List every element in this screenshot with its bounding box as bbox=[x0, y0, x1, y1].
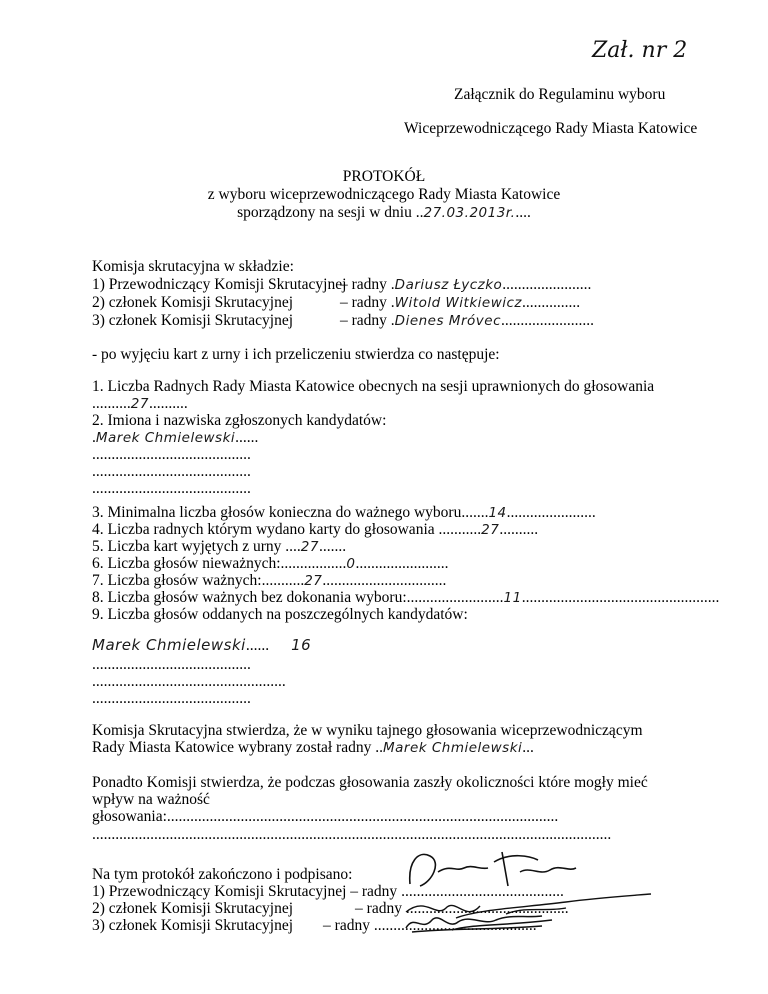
item-8-value: 11 bbox=[503, 590, 522, 606]
item-4-value: 27 bbox=[481, 522, 500, 538]
signature-member-3 bbox=[392, 904, 572, 944]
commission-member-role: 1) Przewodniczący Komisji Skrutacyjnej bbox=[92, 276, 347, 293]
commission-member-role: 3) członek Komisji Skrutacyjnej bbox=[92, 312, 294, 329]
protocol-date-line bbox=[0, 204, 768, 222]
handwritten-attachment-note: Zał. nr 2 bbox=[592, 38, 688, 63]
elected-name: Marek Chmielewski bbox=[382, 740, 523, 756]
attachment-header-line2: Wiceprzewodniczącego Rady Miasta Katowice bbox=[404, 120, 698, 137]
blank-dotted-line: ......................................... bbox=[92, 463, 251, 480]
signer-row: 1) Przewodniczący Komisji Skrutacyjnej – radny .......................................... bbox=[92, 883, 564, 900]
signer-row: 2) członek Komisji Skrutacyjnej – radny .......................................... bbox=[92, 900, 569, 917]
commission-heading: Komisja skrutacyjna w składzie: bbox=[92, 258, 294, 275]
item-6-value: 0 bbox=[346, 556, 356, 572]
item-5-line: 5. Liczba kart wyjętych z urny ....27....... bbox=[92, 538, 347, 555]
blank-dotted-line: ......................................... bbox=[92, 480, 251, 497]
circumstances-line1: Ponadto Komisji stwierdza, że podczas głosowania zaszły okoliczności które mogły mieć bbox=[92, 774, 648, 791]
candidate-name: Marek Chmielewski bbox=[95, 430, 236, 446]
circumstances-line3: głosowania:..................................................................................................... bbox=[92, 808, 559, 825]
session-date: 27.03.2013r. bbox=[423, 205, 516, 221]
item-8-line: 8. Liczba głosów ważnych bez dokonania wyboru:.........................11................................................... bbox=[92, 589, 720, 606]
item-3-value: 14 bbox=[488, 505, 507, 521]
signer-row: 3) członek Komisji Skrutacyjnej – radny .......................................... bbox=[92, 917, 537, 934]
item-7-value: 27 bbox=[304, 573, 323, 589]
date-prefix: sporządzony na sesji w dniu .. bbox=[237, 204, 424, 221]
blank-dotted-line: ......................................... bbox=[92, 690, 251, 707]
member-name: Dienes Mróvec bbox=[394, 313, 501, 329]
member-name: Witold Witkiewicz bbox=[394, 295, 523, 311]
intro-statement: - po wyjęciu kart z urny i ich przeliczeniu stwierdza co następuje: bbox=[92, 346, 500, 363]
item-6-line: 6. Liczba głosów nieważnych:.................0........................ bbox=[92, 555, 449, 572]
circumstances-line2: wpływ na ważność bbox=[92, 791, 210, 808]
item-1-value-line: ..........27.......... bbox=[92, 395, 188, 412]
item-5-value: 27 bbox=[300, 539, 319, 555]
result-votes: 16 bbox=[291, 636, 312, 654]
item-9-text: 9. Liczba głosów oddanych na poszczególnych kandydatów: bbox=[92, 606, 468, 623]
commission-member-name-line: – radny .Dienes Mróvec........................ bbox=[340, 312, 594, 329]
result-row: Marek Chmielewski...... 16 bbox=[92, 636, 312, 654]
blank-dotted-line: .................................................. bbox=[92, 673, 286, 690]
result-candidate: Marek Chmielewski bbox=[92, 636, 246, 654]
protocol-subtitle: z wyboru wiceprzewodniczącego Rady Miasta Katowice bbox=[207, 186, 561, 203]
item-1-text: 1. Liczba Radnych Rady Miasta Katowice obecnych na sesji uprawnionych do głosowania bbox=[92, 378, 655, 395]
commission-member-role: 2) członek Komisji Skrutacyjnej bbox=[92, 294, 294, 311]
protocol-title: PROTOKÓŁ bbox=[342, 168, 426, 185]
date-suffix: .... bbox=[515, 204, 531, 221]
conclusion-line2: Rady Miasta Katowice wybrany został radny ..Marek Chmielewski... bbox=[92, 739, 534, 756]
blank-dotted-line: ...................................................................................................................................... bbox=[92, 826, 612, 843]
commission-member-name-line: – radny .Dariusz Łyczko....................... bbox=[340, 276, 592, 293]
closing-line: Na tym protokół zakończono i podpisano: bbox=[92, 866, 353, 883]
item-1-value: 27 bbox=[130, 396, 149, 412]
signature-chairman bbox=[390, 842, 590, 892]
item-2-text: 2. Imiona i nazwiska zgłoszonych kandydatów: bbox=[92, 412, 387, 429]
item-4-line: 4. Liczba radnych którym wydano karty do głosowania ...........27.......... bbox=[92, 521, 539, 538]
item-2-value-line: .Marek Chmielewski...... bbox=[92, 429, 259, 446]
member-name: Dariusz Łyczko bbox=[394, 277, 503, 293]
item-7-line: 7. Liczba głosów ważnych:...........27................................ bbox=[92, 572, 447, 589]
item-3-line: 3. Minimalna liczba głosów konieczna do ważnego wyboru.......14....................... bbox=[92, 504, 596, 521]
blank-dotted-line: ......................................... bbox=[92, 656, 251, 673]
commission-member-name-line: – radny .Witold Witkiewicz............... bbox=[340, 294, 581, 311]
conclusion-line1: Komisja Skrutacyjna stwierdza, że w wyniku tajnego głosowania wiceprzewodniczącym bbox=[92, 722, 643, 739]
attachment-header-line1: Załącznik do Regulaminu wyboru bbox=[454, 86, 666, 103]
blank-dotted-line: ......................................... bbox=[92, 446, 251, 463]
